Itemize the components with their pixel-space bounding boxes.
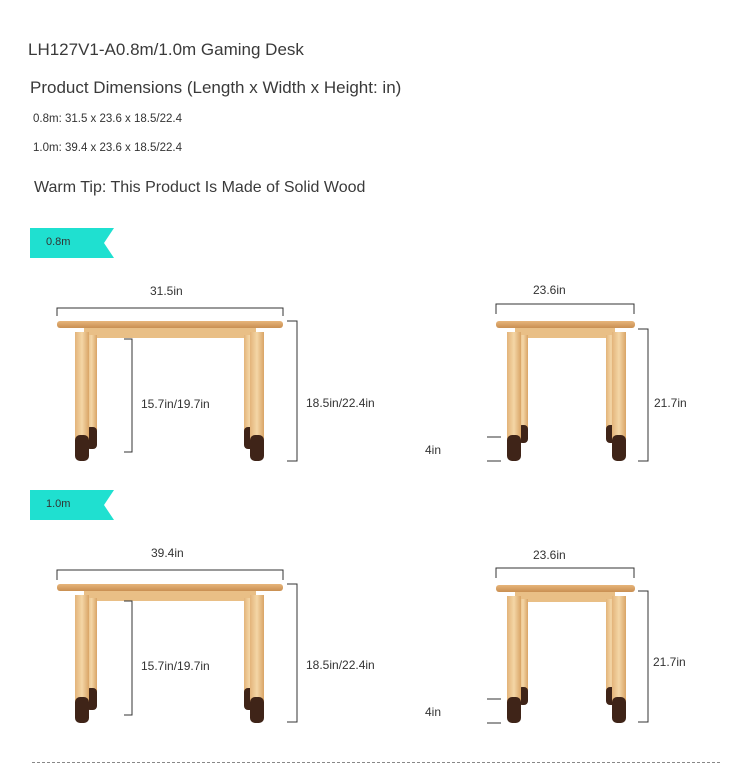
product-title: LH127V1-A0.8m/1.0m Gaming Desk bbox=[28, 40, 304, 59]
spec-0-8m: 0.8m: 31.5 x 23.6 x 18.5/22.4 bbox=[33, 113, 182, 125]
front-table-1-0m bbox=[57, 584, 283, 723]
foot-height-label: 4in bbox=[425, 705, 442, 719]
total-height-label: 18.5in/22.4in bbox=[306, 658, 375, 672]
total-height-label: 18.5in/22.4in bbox=[306, 396, 375, 410]
warm-tip: Warm Tip: This Product Is Made of Solid Wood bbox=[34, 179, 366, 196]
side-table-0-8m bbox=[496, 321, 635, 461]
side-height-label: 21.7in bbox=[653, 655, 686, 669]
side-width-label: 23.6in bbox=[533, 283, 566, 297]
dimensions-heading: Product Dimensions (Length x Width x Height: in) bbox=[30, 78, 402, 97]
side-width-label: 23.6in bbox=[533, 548, 566, 562]
leg-height-label: 15.7in/19.7in bbox=[141, 659, 210, 673]
side-height-label: 21.7in bbox=[654, 396, 687, 410]
front-length-label: 31.5in bbox=[150, 284, 183, 298]
size-tag-label: 1.0m bbox=[46, 498, 71, 510]
side-table-1-0m bbox=[496, 585, 635, 723]
size-tag-label: 0.8m bbox=[46, 236, 71, 248]
leg-height-label: 15.7in/19.7in bbox=[141, 397, 210, 411]
spec-1-0m: 1.0m: 39.4 x 23.6 x 18.5/22.4 bbox=[33, 142, 182, 154]
front-length-label: 39.4in bbox=[151, 546, 184, 560]
front-table-0-8m bbox=[57, 321, 283, 461]
dashed-divider bbox=[32, 762, 720, 763]
foot-height-label: 4in bbox=[425, 443, 442, 457]
